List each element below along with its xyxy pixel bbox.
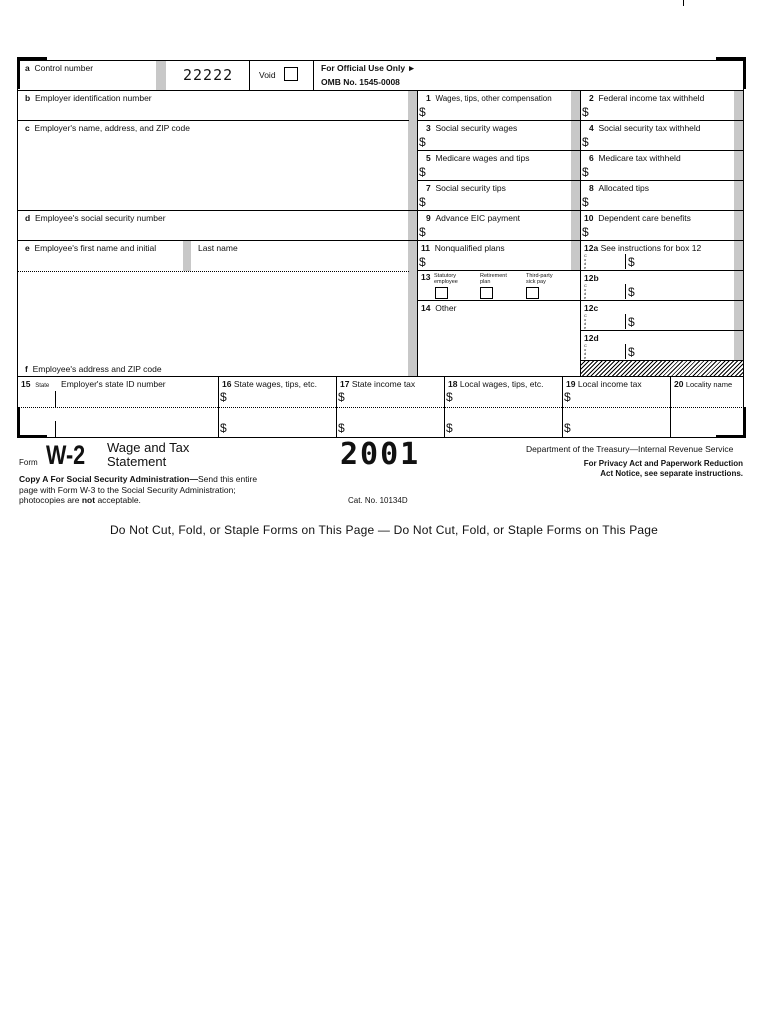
box-5-dollar[interactable]: $ xyxy=(419,165,426,179)
box-15-state: State xyxy=(35,383,50,389)
box-4-num: 4 xyxy=(589,123,594,133)
box-11-num: 11 xyxy=(421,243,430,253)
box-19-dollar-1[interactable]: $ xyxy=(564,390,571,404)
box-15-text: Employer's state ID number xyxy=(61,379,166,389)
official-use-label: For Official Use Only ► xyxy=(321,63,416,73)
third-party-sick-pay-label: Third-party sick pay xyxy=(526,273,553,285)
box-19-num: 19 xyxy=(566,379,576,389)
employer-id-field[interactable] xyxy=(20,104,405,118)
state-id-field-2[interactable] xyxy=(58,422,216,436)
box-12b-dollar[interactable]: $ xyxy=(628,285,635,299)
form-year: 2001 xyxy=(340,437,421,472)
box-20-label xyxy=(674,379,732,390)
employee-ssn-field[interactable] xyxy=(20,224,405,238)
box-b-text: Employer identification number xyxy=(34,93,152,103)
box-2-label xyxy=(589,93,704,103)
box-18-dollar-2[interactable]: $ xyxy=(446,421,453,435)
copy-a-line3-pre: photocopies are xyxy=(19,495,82,505)
state-field-1[interactable] xyxy=(20,392,53,406)
box-12d-num: 12d xyxy=(584,333,599,343)
box-3-dollar[interactable]: $ xyxy=(419,135,426,149)
box-3-label xyxy=(426,123,517,133)
box-14-text: Other xyxy=(435,303,457,313)
catalog-number: Cat. No. 10134D xyxy=(348,496,408,505)
retirement-plan-checkbox[interactable] xyxy=(480,287,493,299)
box-5-text: Medicare wages and tips xyxy=(435,153,530,163)
box-18-num: 18 xyxy=(448,379,458,389)
box-17-dollar-1[interactable]: $ xyxy=(338,390,345,404)
box-12c-code-label: C o d e xyxy=(584,313,587,330)
box-16-num: 16 xyxy=(222,379,232,389)
hatched-area xyxy=(580,361,743,376)
box-7-dollar[interactable]: $ xyxy=(419,195,426,209)
box-f-text: Employee's address and ZIP code xyxy=(32,364,162,374)
box-12b-label xyxy=(584,273,599,283)
void-checkbox[interactable] xyxy=(284,67,298,81)
copy-a-line3-bold: not xyxy=(81,495,96,505)
last-name-label: Last name xyxy=(198,243,238,253)
department-label: Department of the Treasury—Internal Revenue Service xyxy=(526,444,734,454)
box-19-label xyxy=(566,379,642,389)
box-1-label xyxy=(426,93,552,104)
shade-col1 xyxy=(408,91,417,376)
employer-name-field[interactable] xyxy=(20,134,405,208)
shade-control xyxy=(156,61,166,90)
box-d-label xyxy=(25,213,166,223)
box-7-num: 7 xyxy=(426,183,431,193)
box-16-dollar-2[interactable]: $ xyxy=(220,421,227,435)
box-4-dollar[interactable]: $ xyxy=(582,135,589,149)
copy-a-line3-post: acceptable. xyxy=(95,495,141,505)
control-number-label: Control number xyxy=(34,63,94,73)
box-f-letter: f xyxy=(25,364,28,374)
employee-first-name-field[interactable] xyxy=(20,254,180,269)
box-2-num: 2 xyxy=(589,93,594,103)
box-11-dollar[interactable]: $ xyxy=(419,255,426,269)
box-13-number: 13 xyxy=(421,272,431,282)
omb-number: OMB No. 1545-0008 xyxy=(321,77,400,87)
box-10-text: Dependent care benefits xyxy=(598,213,691,223)
box-12d-dollar[interactable]: $ xyxy=(628,345,635,359)
box-e-label xyxy=(25,243,156,253)
statutory-employee-checkbox[interactable] xyxy=(435,287,448,299)
box-8-label xyxy=(589,183,649,193)
copy-a-line2: page with Form W-3 to the Social Security Administration; xyxy=(19,484,236,495)
box-16-label xyxy=(222,379,317,389)
box-12c-label xyxy=(584,303,598,313)
box-d-text: Employee's social security number xyxy=(34,213,166,223)
box-6-text: Medicare tax withheld xyxy=(598,153,681,163)
box-15-num: 15 xyxy=(21,379,31,389)
box-17-text: State income tax xyxy=(351,379,416,389)
box-2-dollar[interactable]: $ xyxy=(582,105,589,119)
copy-a-rest: Send this entire xyxy=(198,474,258,484)
box-12a-num: 12a xyxy=(584,243,599,253)
employee-address-field[interactable] xyxy=(20,275,405,361)
box-13-num xyxy=(421,272,430,282)
box-9-label xyxy=(426,213,520,223)
third-party-sick-pay-checkbox[interactable] xyxy=(526,287,539,299)
box-f-label xyxy=(25,364,162,374)
shade-col3 xyxy=(734,91,743,361)
box-6-dollar[interactable]: $ xyxy=(582,165,589,179)
form-title-line1: Wage and Tax xyxy=(107,440,190,455)
copy-a-notice xyxy=(19,474,319,506)
box-11-text: Nonqualified plans xyxy=(434,243,505,253)
privacy-notice-line2: Act Notice, see separate instructions. xyxy=(600,469,743,478)
box-18-text: Local wages, tips, etc. xyxy=(459,379,544,389)
box-10-num: 10 xyxy=(584,213,594,223)
box-11-label xyxy=(421,243,505,253)
box-c-text: Employer's name, address, and ZIP code xyxy=(34,123,190,133)
box-18-label xyxy=(448,379,543,389)
box-12d-code-label: C o d e xyxy=(584,343,587,360)
state-field-2[interactable] xyxy=(20,422,53,436)
box-14-field[interactable] xyxy=(420,315,570,373)
box-6-num: 6 xyxy=(589,153,594,163)
box-4-label xyxy=(589,123,701,133)
retirement-plan-label: Retirement plan xyxy=(480,273,507,285)
box-12c-dollar[interactable]: $ xyxy=(628,315,635,329)
box-c-letter: c xyxy=(25,123,30,133)
box-d-letter: d xyxy=(25,213,31,223)
box-e-text: Employee's first name and initial xyxy=(34,243,157,253)
void-label: Void xyxy=(259,70,276,80)
do-not-cut-notice: Do Not Cut, Fold, or Staple Forms on This Page — Do Not Cut, Fold, or Staple Forms on This Page xyxy=(109,523,659,537)
form-id: W-2 xyxy=(46,440,86,470)
box-17-num: 17 xyxy=(340,379,350,389)
box-e-letter: e xyxy=(25,243,30,253)
box-9-dollar[interactable]: $ xyxy=(419,225,426,239)
box-7-label xyxy=(426,183,506,193)
box-15-label xyxy=(21,379,166,391)
box-6-label xyxy=(589,153,681,163)
box-12b-code-label: C o d e xyxy=(584,283,587,300)
box-12a-dollar[interactable]: $ xyxy=(628,255,635,269)
form-word: Form xyxy=(19,458,38,467)
box-12b-num: 12b xyxy=(584,273,599,283)
box-3-text: Social security wages xyxy=(435,123,518,133)
box-20-text: Locality name xyxy=(685,380,733,389)
box-8-num: 8 xyxy=(589,183,594,193)
employee-last-name-field[interactable] xyxy=(194,254,404,269)
locality-field-1[interactable] xyxy=(672,392,740,406)
box-2-text: Federal income tax withheld xyxy=(598,93,705,103)
box-b-letter: b xyxy=(25,93,31,103)
shade-col2 xyxy=(571,91,580,271)
box-10-dollar[interactable]: $ xyxy=(582,225,589,239)
box-8-text: Allocated tips xyxy=(598,183,650,193)
box-a-label xyxy=(25,63,93,73)
box-7-text: Social security tips xyxy=(435,183,506,193)
box-19-text: Local income tax xyxy=(577,379,642,389)
state-id-field-1[interactable] xyxy=(58,392,216,406)
copy-a-bold: Copy A For Social Security Administration— xyxy=(19,474,198,484)
box-3-num: 3 xyxy=(426,123,431,133)
box-1-num: 1 xyxy=(426,93,431,103)
box-9-num: 9 xyxy=(426,213,431,223)
box-b-label xyxy=(25,93,152,103)
privacy-notice-line1: For Privacy Act and Paperwork Reduction xyxy=(583,459,743,468)
shade-lastname xyxy=(183,241,191,271)
locality-field-2[interactable] xyxy=(672,422,740,436)
box-12a-code-label: C o d e xyxy=(584,253,587,270)
box-c-label xyxy=(25,123,190,133)
box-9-text: Advance EIC payment xyxy=(435,213,521,223)
box-16-text: State wages, tips, etc. xyxy=(233,379,317,389)
box-8-dollar[interactable]: $ xyxy=(582,195,589,209)
box-18-dollar-1[interactable]: $ xyxy=(446,390,453,404)
box-12a-text: See instructions for box 12 xyxy=(600,243,702,253)
box-12c-num: 12c xyxy=(584,303,599,313)
control-number-value: 22222 xyxy=(183,66,234,84)
box-20-num: 20 xyxy=(674,379,684,389)
box-14-label xyxy=(421,303,456,313)
box-16-dollar-1[interactable]: $ xyxy=(220,390,227,404)
box-1-text: Wages, tips, other compensation xyxy=(435,94,552,103)
box-a-letter: a xyxy=(25,63,30,73)
box-1-dollar[interactable]: $ xyxy=(419,105,426,119)
box-17-dollar-2[interactable]: $ xyxy=(338,421,345,435)
box-12a-label xyxy=(584,243,701,253)
form-title-line2: Statement xyxy=(107,454,167,469)
top-edge-mark xyxy=(683,0,684,6)
box-17-label xyxy=(340,379,415,389)
box-5-num: 5 xyxy=(426,153,431,163)
box-14-num: 14 xyxy=(421,303,431,313)
statutory-employee-label: Statutory employee xyxy=(434,273,458,285)
box-19-dollar-2[interactable]: $ xyxy=(564,421,571,435)
box-12d-label xyxy=(584,333,599,343)
box-4-text: Social security tax withheld xyxy=(598,123,701,133)
box-10-label xyxy=(584,213,691,223)
box-5-label xyxy=(426,153,530,163)
